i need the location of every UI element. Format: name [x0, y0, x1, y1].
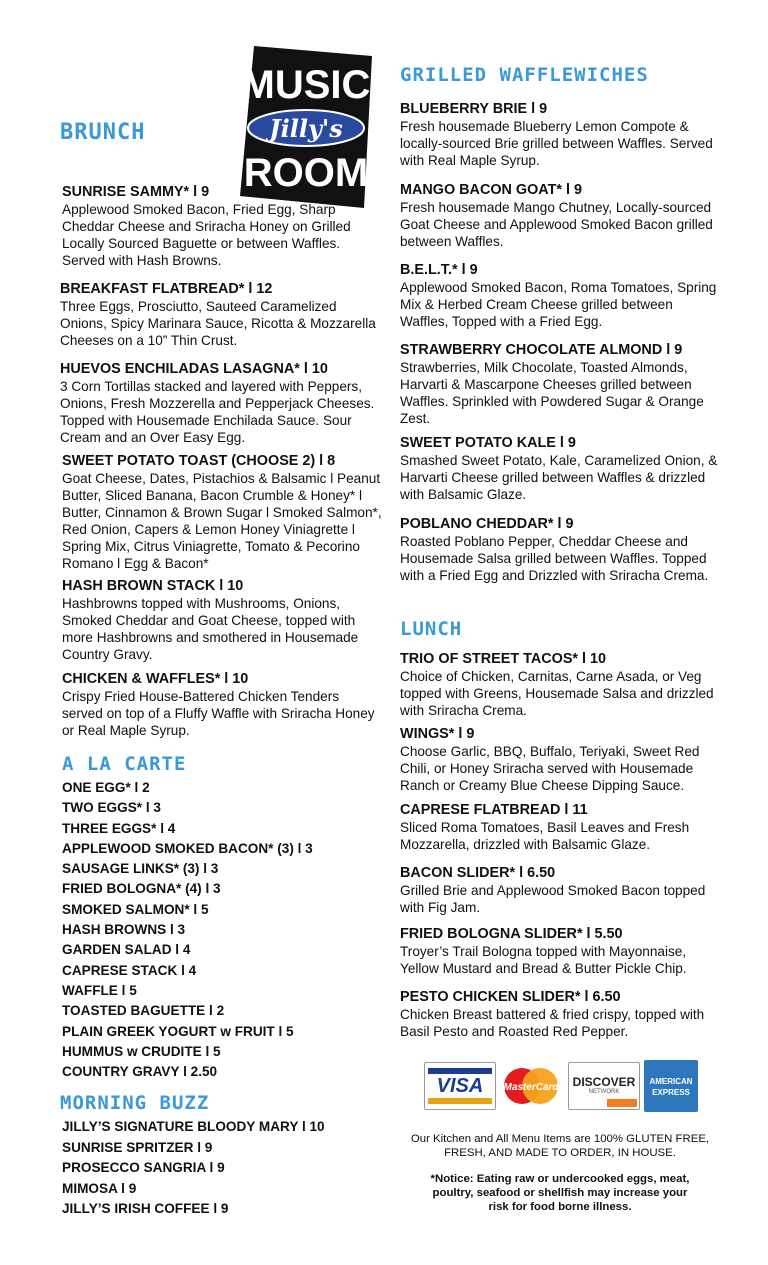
list-item: TWO EGGS* l 3 [62, 800, 161, 816]
list-item: HASH BROWNS l 3 [62, 922, 186, 938]
list-item: ONE EGG* l 2 [62, 780, 150, 795]
morning-buzz-list [62, 1117, 325, 1220]
item-title: BACON SLIDER* l 6.50 [400, 865, 556, 881]
item-title: HUEVOS ENCHILADAS LASAGNA* l 10 [60, 361, 328, 377]
list-item: APPLEWOOD SMOKED BACON* (3) l 3 [62, 840, 313, 856]
item-desc: Fresh housemade Mango Chutney, Locally-sourced Goat Cheese and Applewood Smoked Bacon grilled between Waffles. [400, 200, 713, 249]
menu-item [400, 101, 720, 169]
brunch-heading: BRUNCH [60, 120, 146, 145]
list-item: JILLY’S IRISH COFFEE l 9 [62, 1201, 229, 1217]
discover-card-icon: DISCOVER NETWORK [568, 1062, 640, 1110]
item-desc: Hashbrowns topped with Mushrooms, Onions, Smoked Cheddar and Goat Cheese, topped with more Hashbrowns and smothered in Housemade Country Gravy. [62, 596, 359, 662]
item-desc: Choose Garlic, BBQ, Buffalo, Teriyaki, Sweet Red Chili, or Honey Sriracha served with Housemade Ranch or Creamy Blue Cheese Dipping Sauce. [400, 744, 700, 793]
visa-card-icon: VISA [424, 1062, 496, 1110]
item-desc: Troyer’s Trail Bologna topped with Mayonnaise, Yellow Mustard and Bread & Butter Pickle Chip. [400, 944, 687, 976]
item-desc: Goat Cheese, Dates, Pistachios & Balsamic l Peanut Butter, Sliced Banana, Bacon Crumble & Honey* l Butter, Cinnamon & Brown Sugar l Smoked Salmon*, Red Onion, Capers & Lemon Honey Viniagrette l Spring Mix, Citrus Viniagrette, Tomato & Pecorino Romano l Egg & Bacon* [62, 471, 382, 571]
item-desc: Sliced Roma Tomatoes, Basil Leaves and Fresh Mozzarella, drizzled with Balsamic Glaze. [400, 820, 690, 852]
list-item: WAFFLE l 5 [62, 982, 137, 998]
list-item: SMOKED SALMON* l 5 [62, 901, 209, 917]
item-title: WINGS* l 9 [400, 726, 475, 742]
menu-item [400, 726, 720, 794]
list-item: SUNRISE SPRITZER l 9 [62, 1139, 213, 1155]
list-item: GARDEN SALAD l 4 [62, 942, 191, 958]
menu-item [400, 802, 720, 853]
list-item: MIMOSA l 9 [62, 1180, 137, 1196]
menu-item [400, 865, 720, 916]
list-item: JILLY’S SIGNATURE BLOODY MARY l 10 [62, 1119, 325, 1134]
lunch-heading: LUNCH [400, 618, 463, 640]
list-item: SAUSAGE LINKS* (3) l 3 [62, 861, 219, 877]
menu-item [400, 926, 720, 977]
item-title: MANGO BACON GOAT* l 9 [400, 182, 583, 198]
morning-buzz-heading: MORNING BUZZ [60, 1092, 210, 1114]
item-desc: Roasted Poblano Pepper, Cheddar Cheese and Housemade Salsa grilled between Waffles. Topped with a Fried Egg and Drizzled with Sriracha Crema. [400, 534, 709, 583]
item-title: B.E.L.T.* l 9 [400, 262, 478, 278]
menu-item [400, 182, 720, 250]
logo-music-text: MUSIC [241, 63, 371, 107]
item-desc: 3 Corn Tortillas stacked and layered with Peppers, Onions, Fresh Mozzerella and Pepperjack Cheeses. Topped with Housemade Enchilada Sauce. Sour Cream and an Over Easy Egg. [60, 379, 375, 445]
menu-item [400, 262, 720, 330]
item-desc: Fresh housemade Blueberry Lemon Compote & locally-sourced Brie grilled between Waffles. Served with Real Maple Syrup. [400, 119, 713, 168]
list-item: THREE EGGS* l 4 [62, 820, 176, 836]
item-title: CAPRESE FLATBREAD l 11 [400, 802, 588, 818]
logo-room-text: ROOM [243, 151, 369, 195]
item-title: PESTO CHICKEN SLIDER* l 6.50 [400, 989, 621, 1005]
item-title: BREAKFAST FLATBREAD* l 12 [60, 281, 273, 297]
item-desc: Three Eggs, Prosciutto, Sauteed Caramelized Onions, Spicy Marinara Sauce, Ricotta & Mozzarella Cheeses on a 10” Thin Crust. [60, 299, 376, 348]
item-desc: Grilled Brie and Applewood Smoked Bacon topped with Fig Jam. [400, 883, 706, 915]
item-desc: Crispy Fried House-Battered Chicken Tenders served on top of a Fluffy Waffle with Sriracha Honey or Real Maple Syrup. [62, 689, 375, 738]
list-item: PLAIN GREEK YOGURT w FRUIT l 5 [62, 1023, 294, 1039]
menu-item [62, 184, 382, 269]
wafflewiches-heading: GRILLED WAFFLEWICHES [400, 64, 649, 86]
alacarte-heading: A LA CARTE [62, 753, 187, 775]
item-title: SWEET POTATO TOAST (CHOOSE 2) l 8 [62, 453, 336, 469]
menu-item [400, 989, 720, 1040]
menu-item [60, 281, 380, 349]
menu-item [400, 342, 720, 427]
item-title: TRIO OF STREET TACOS* l 10 [400, 651, 607, 667]
amex-card-icon: AMERICAN EXPRESS [644, 1060, 698, 1112]
list-item: HUMMUS w CRUDITE l 5 [62, 1043, 221, 1059]
gluten-free-note: Our Kitchen and All Menu Items are 100% GLUTEN FREE, FRESH, AND MADE TO ORDER, IN HOUSE. [410, 1133, 710, 1159]
item-desc: Applewood Smoked Bacon, Fried Egg, Sharp Cheddar Cheese and Sriracha Honey on Grilled Locally Sourced Baguette or between Waffles. Served with Hash Browns. [62, 202, 351, 268]
item-desc: Applewood Smoked Bacon, Roma Tomatoes, Spring Mix & Herbed Cream Cheese grilled between Waffles, Topped with a Fried Egg. [400, 280, 717, 329]
item-title: BLUEBERRY BRIE l 9 [400, 101, 548, 117]
item-title: SUNRISE SAMMY* l 9 [62, 184, 210, 200]
item-title: CHICKEN & WAFFLES* l 10 [62, 671, 249, 687]
item-desc: Choice of Chicken, Carnitas, Carne Asada, or Veg topped with Greens, Housemade Salsa and drizzled with Sriracha Crema. [400, 669, 714, 718]
item-title: POBLANO CHEDDAR* l 9 [400, 516, 574, 532]
payment-cards [424, 1062, 700, 1112]
alacarte-list [62, 778, 313, 1082]
menu-item [62, 453, 382, 572]
menu-item [60, 361, 380, 446]
health-notice: *Notice: Eating raw or undercooked eggs, meat, poultry, seafood or shellfish may increase your risk for food borne illness. [430, 1173, 690, 1213]
list-item: TOASTED BAGUETTE l 2 [62, 1003, 225, 1019]
menu-item [400, 651, 720, 719]
svg-text:MasterCard: MasterCard [503, 1082, 559, 1093]
list-item: CAPRESE STACK l 4 [62, 962, 197, 978]
item-desc: Smashed Sweet Potato, Kale, Caramelized Onion, & Harvarti Cheese grilled between Waffles & drizzled with Balsamic Glaze. [400, 453, 718, 502]
list-item: COUNTRY GRAVY l 2.50 [62, 1064, 218, 1080]
item-desc: Strawberries, Milk Chocolate, Toasted Almonds, Harvarti & Mascarpone Cheeses grilled between Waffles. Sprinkled with Powdered Sugar & Orange Zest. [400, 360, 704, 426]
mastercard-icon [498, 1062, 564, 1110]
item-title: STRAWBERRY CHOCOLATE ALMOND l 9 [400, 342, 683, 358]
menu-item [62, 578, 382, 663]
item-desc: Chicken Breast battered & fried crispy, topped with Basil Pesto and Roasted Red Pepper. [400, 1007, 705, 1039]
list-item: PROSECCO SANGRIA l 9 [62, 1160, 225, 1176]
item-title: SWEET POTATO KALE l 9 [400, 435, 576, 451]
item-title: HASH BROWN STACK l 10 [62, 578, 244, 594]
menu-item [62, 671, 382, 739]
menu-item [400, 516, 720, 584]
list-item: FRIED BOLOGNA* (4) l 3 [62, 881, 221, 897]
item-title: FRIED BOLOGNA SLIDER* l 5.50 [400, 926, 623, 942]
menu-item [400, 435, 720, 503]
logo-jillys-text: Jilly's [269, 114, 343, 143]
